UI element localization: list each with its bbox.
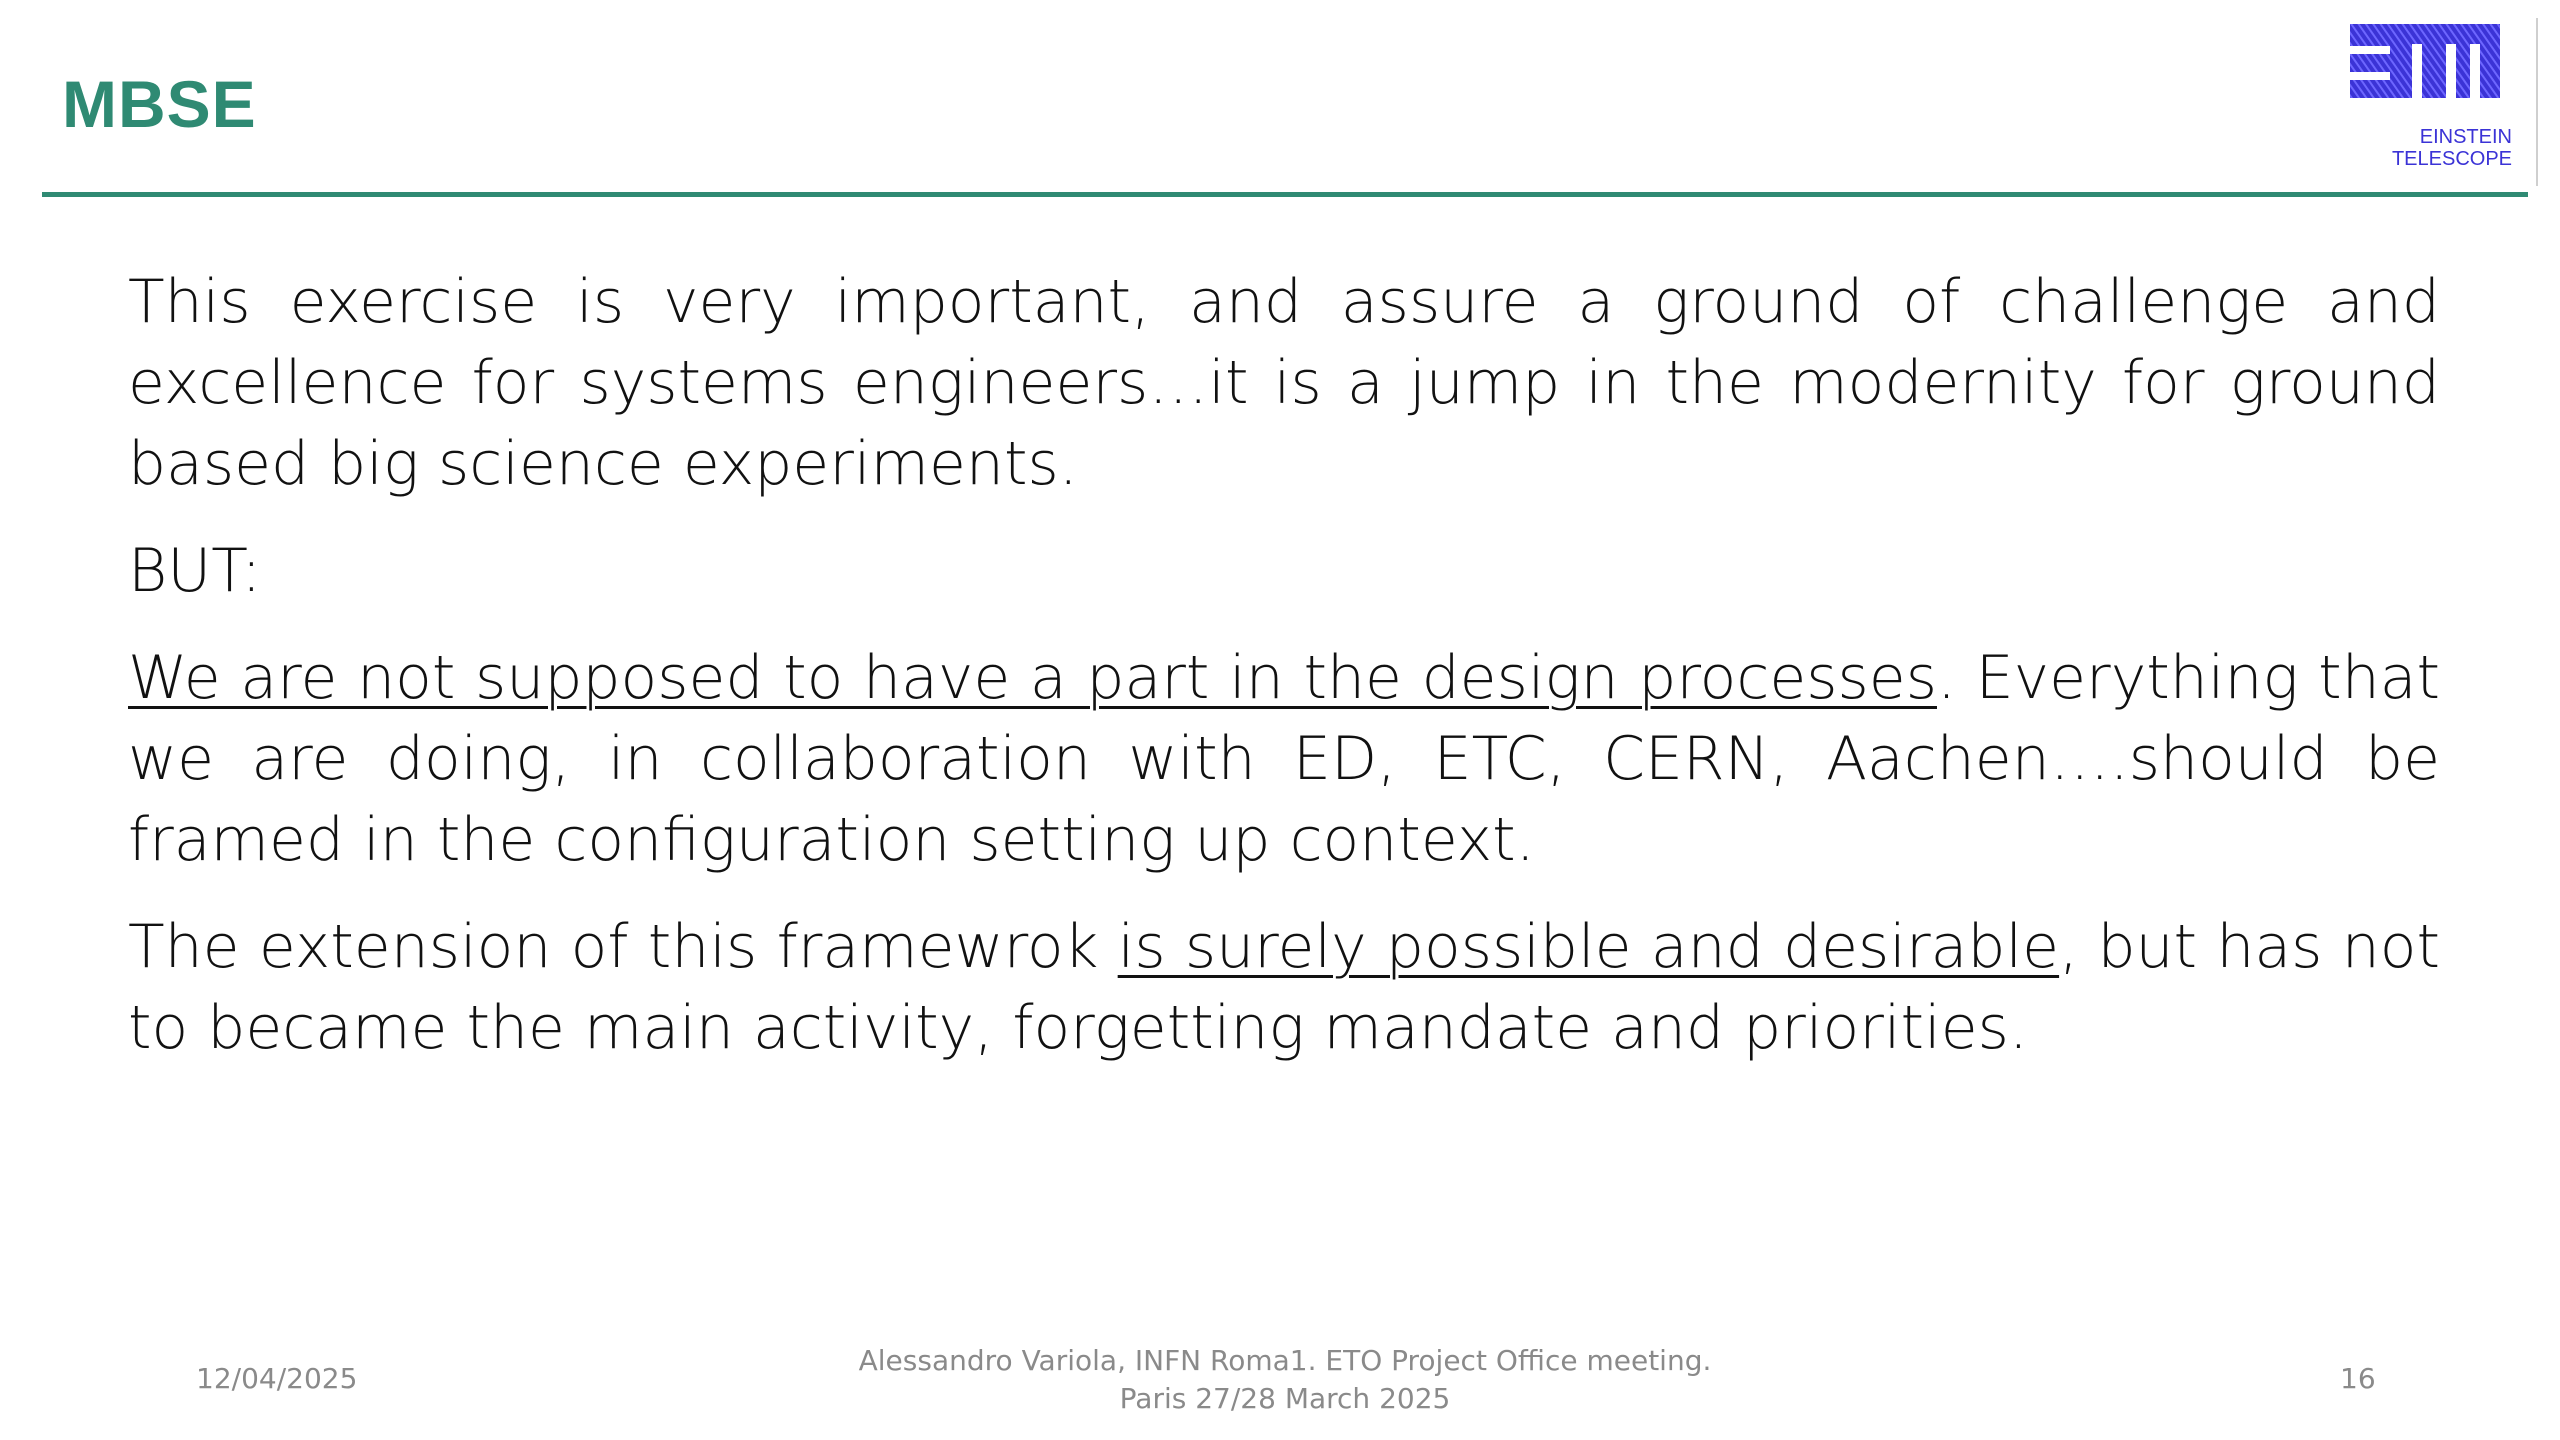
header-divider (42, 192, 2528, 197)
slide-body (128, 262, 2440, 1095)
paragraph-2-text: BUT: (128, 536, 262, 606)
logo-divider (2536, 18, 2538, 186)
paragraph-4-underlined: is surely possible and desirable (1117, 912, 2060, 982)
paragraph-4-before: The extension of this framewrok (128, 912, 1118, 982)
paragraph-4-after: , but has not to became the main activity, forgetting mandate and priorities. (128, 912, 2440, 1063)
paragraph-3-underlined: We are not supposed to have a part in the design processes (128, 643, 1937, 713)
paragraph-3 (128, 638, 2440, 881)
footer-presenter (780, 1342, 1790, 1418)
paragraph-3-rest: . Everything that we are doing, in collaboration with ED, ETC, CERN, Aachen….should be framed in the configuration setting up context. (128, 643, 2441, 875)
footer-presenter-line1: Alessandro Variola, INFN Roma1. ETO Project Office meeting. (858, 1344, 1712, 1377)
paragraph-2 (128, 531, 2440, 612)
footer-date: 12/04/2025 (196, 1362, 358, 1395)
paragraph-4 (128, 907, 2440, 1069)
logo-caption-line1: EINSTEIN (2419, 126, 2512, 148)
slide-title: MBSE (62, 67, 257, 141)
paragraph-1 (128, 262, 2440, 505)
et-logo-mark-icon (2350, 24, 2520, 114)
logo-caption-line2: TELESCOPE (2391, 148, 2512, 170)
slide-number: 16 (2340, 1362, 2376, 1395)
paragraph-1-text: This exercise is very important, and assure a ground of challenge and excellence for systems engineers…it is a jump in the modernity for ground based big science experiments. (128, 267, 2440, 499)
logo-caption (2350, 126, 2512, 170)
footer-presenter-line2: Paris 27/28 March 2025 (1119, 1382, 1451, 1415)
